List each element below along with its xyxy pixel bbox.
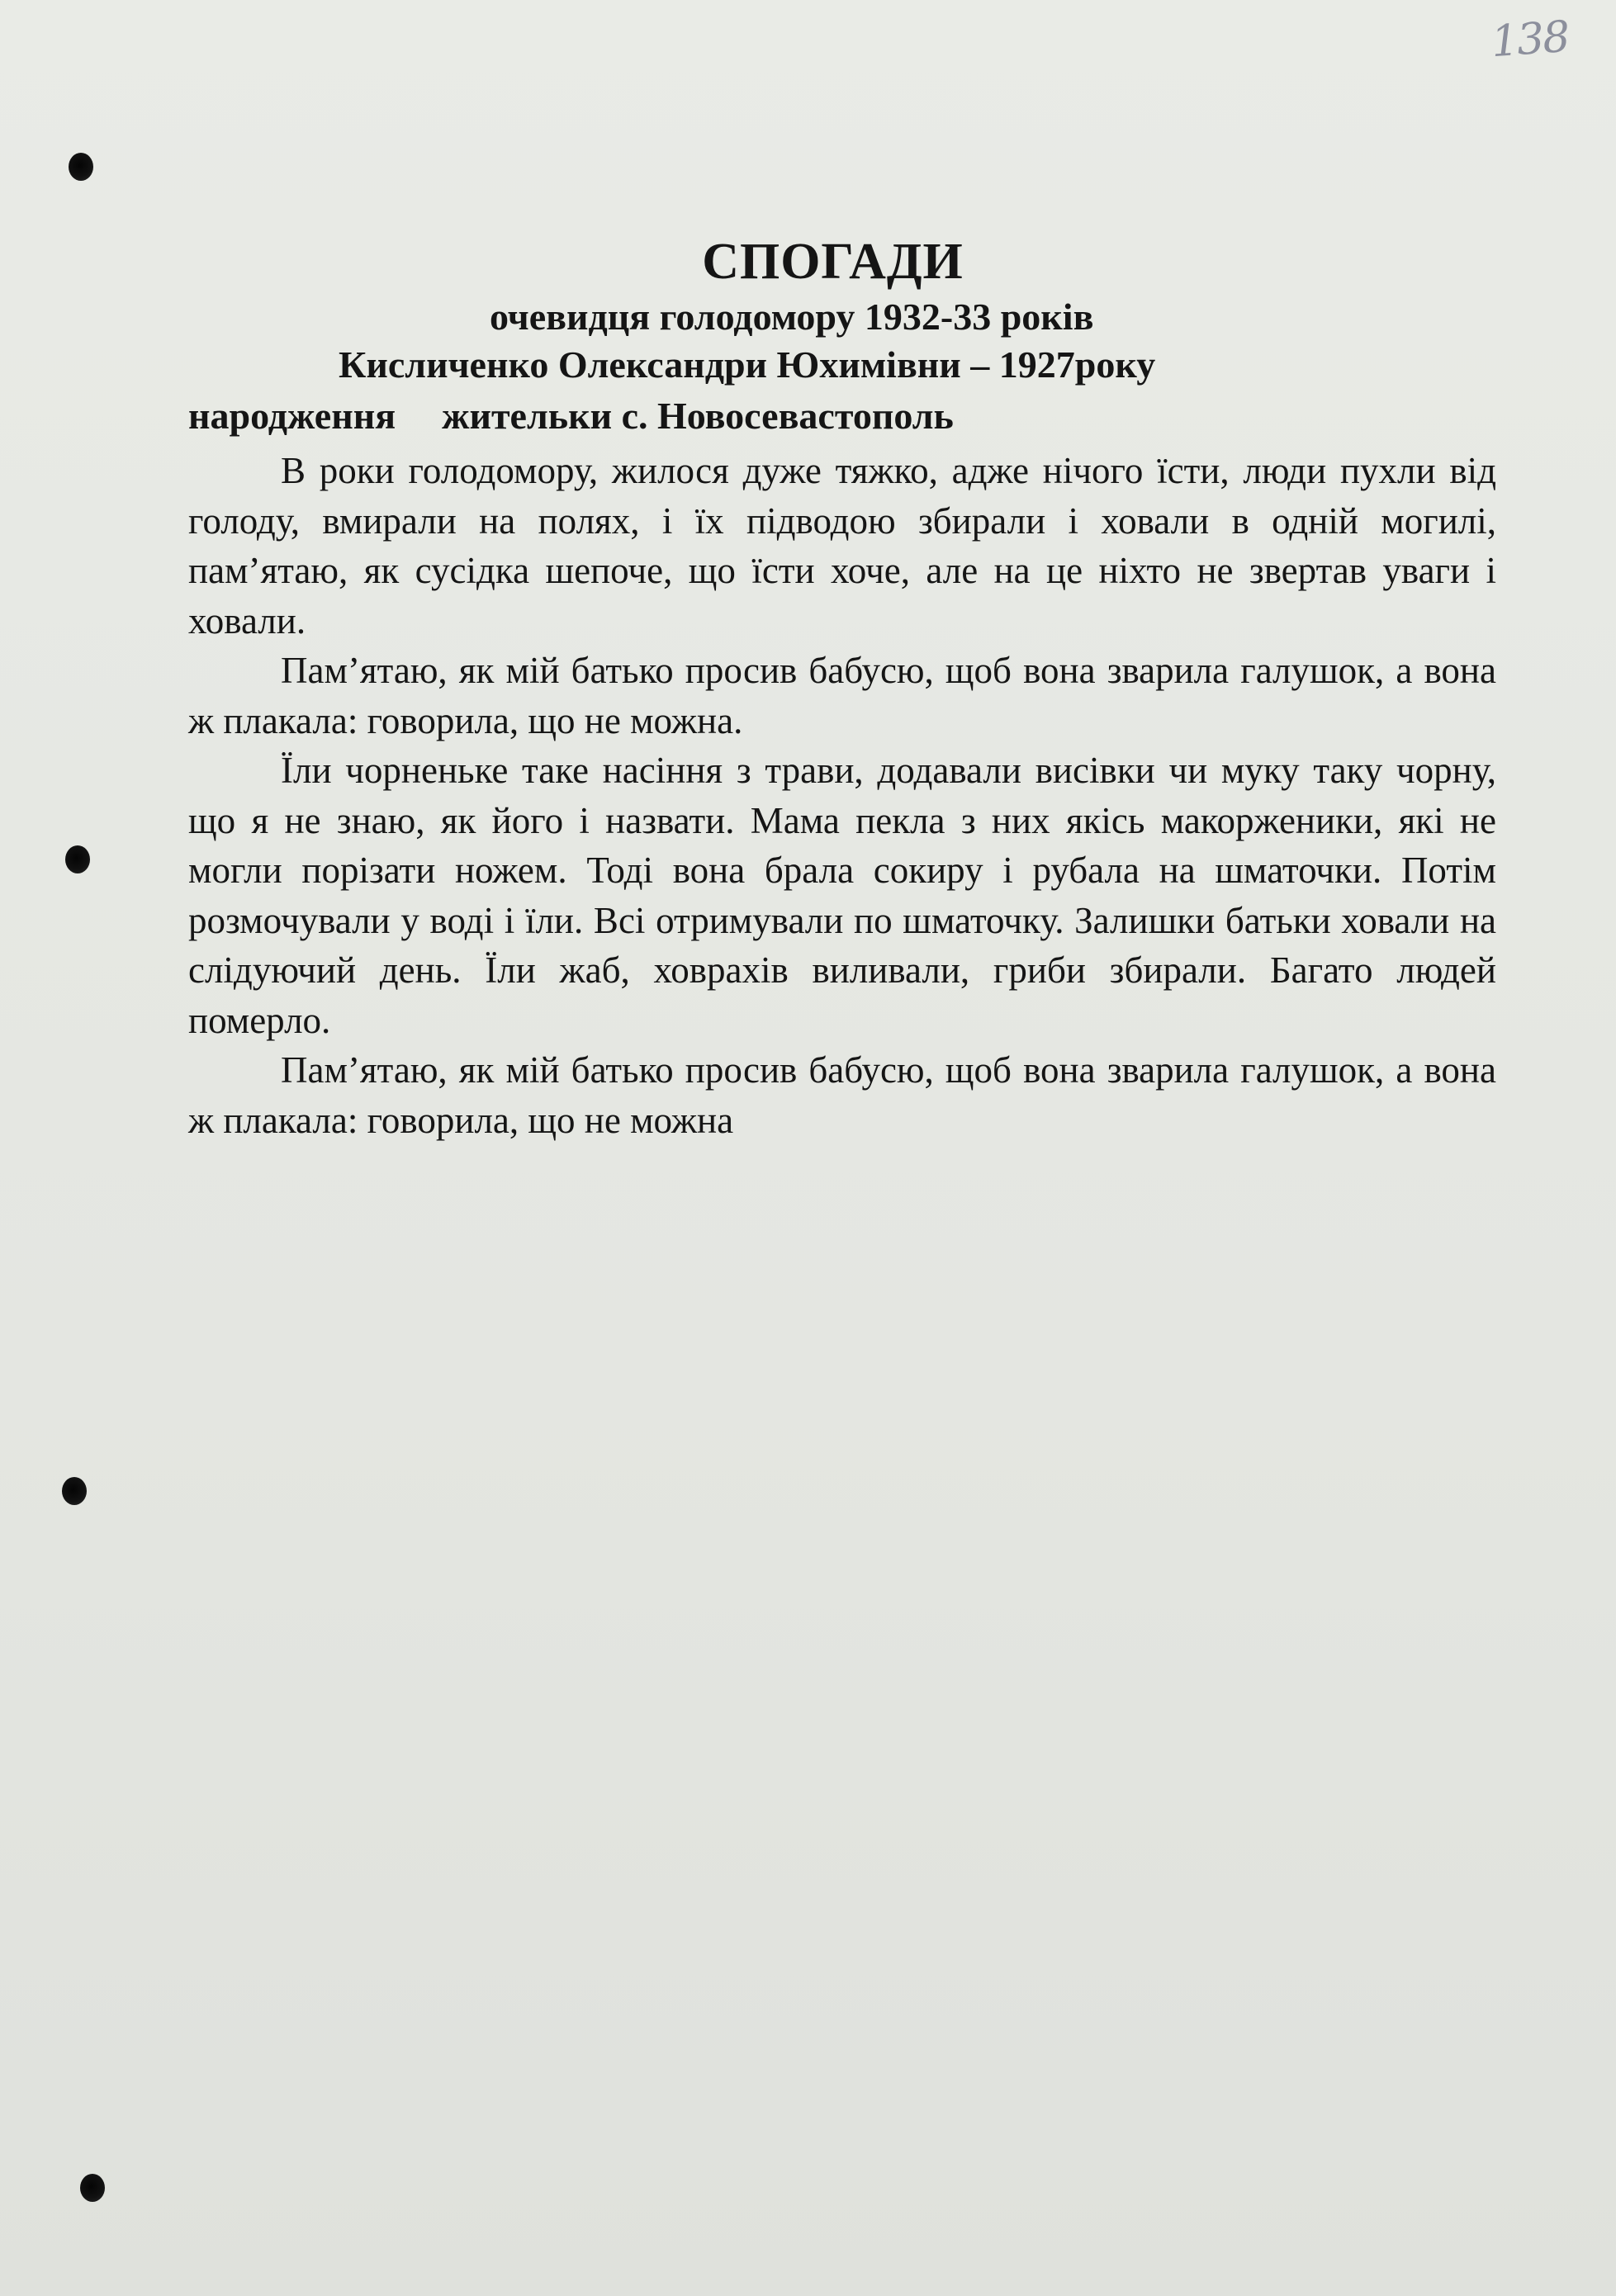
punch-hole-4 [80, 2174, 105, 2202]
punch-hole-2 [65, 845, 90, 873]
document-title: СПОГАДИ [702, 234, 964, 290]
document-body [188, 446, 1496, 1145]
subtitle-line-2: Кисличенко Олександри Юхимівни – 1927року [339, 343, 1156, 386]
subtitle-line-3-part-2: жительки с. Новосевастополь [442, 395, 954, 437]
handwritten-page-number: 138 [1490, 12, 1571, 68]
body-paragraph-1: В роки голодомору, жилося дуже тяжко, адже нічого їсти, люди пухли від голоду, вмирали на полях, і їх підводою збирали і ховали в одній могилі, пам’ятаю, як сусідка шепоче, що їсти хоче, але на це ніхто не звертав уваги і ховали. [188, 450, 1496, 641]
body-paragraph-4: Пам’ятаю, як мій батько просив бабусю, щоб вона зварила галушок, а вона ж плакала: говорила, що не можна [188, 1049, 1496, 1141]
subtitle-line-1: очевидця голодомору 1932-33 років [490, 296, 1094, 338]
punch-hole-1 [69, 153, 93, 181]
body-paragraph-3: Їли чорненьке таке насіння з трави, додавали висівки чи муку таку чорну, що я не знаю, як його і назвати. Мама пекла з них якісь макорженики, які не могли порізати ножем. Тоді вона брала сокиру і рубала на шматочки. Потім розмочували у воді і їли. Всі отримували по шматочку. Залишки батьки ховали на слідуючий день. Їли жаб, ховрахів виливали, гриби збирали. Багато людей померло. [188, 750, 1496, 1041]
subtitle-line-3-part-1: народження [188, 395, 396, 437]
subtitle-line-3 [188, 393, 954, 439]
body-paragraph-2: Пам’ятаю, як мій батько просив бабусю, щоб вона зварила галушок, а вона ж плакала: говорила, що не можна. [188, 650, 1496, 741]
punch-hole-3 [62, 1477, 87, 1505]
